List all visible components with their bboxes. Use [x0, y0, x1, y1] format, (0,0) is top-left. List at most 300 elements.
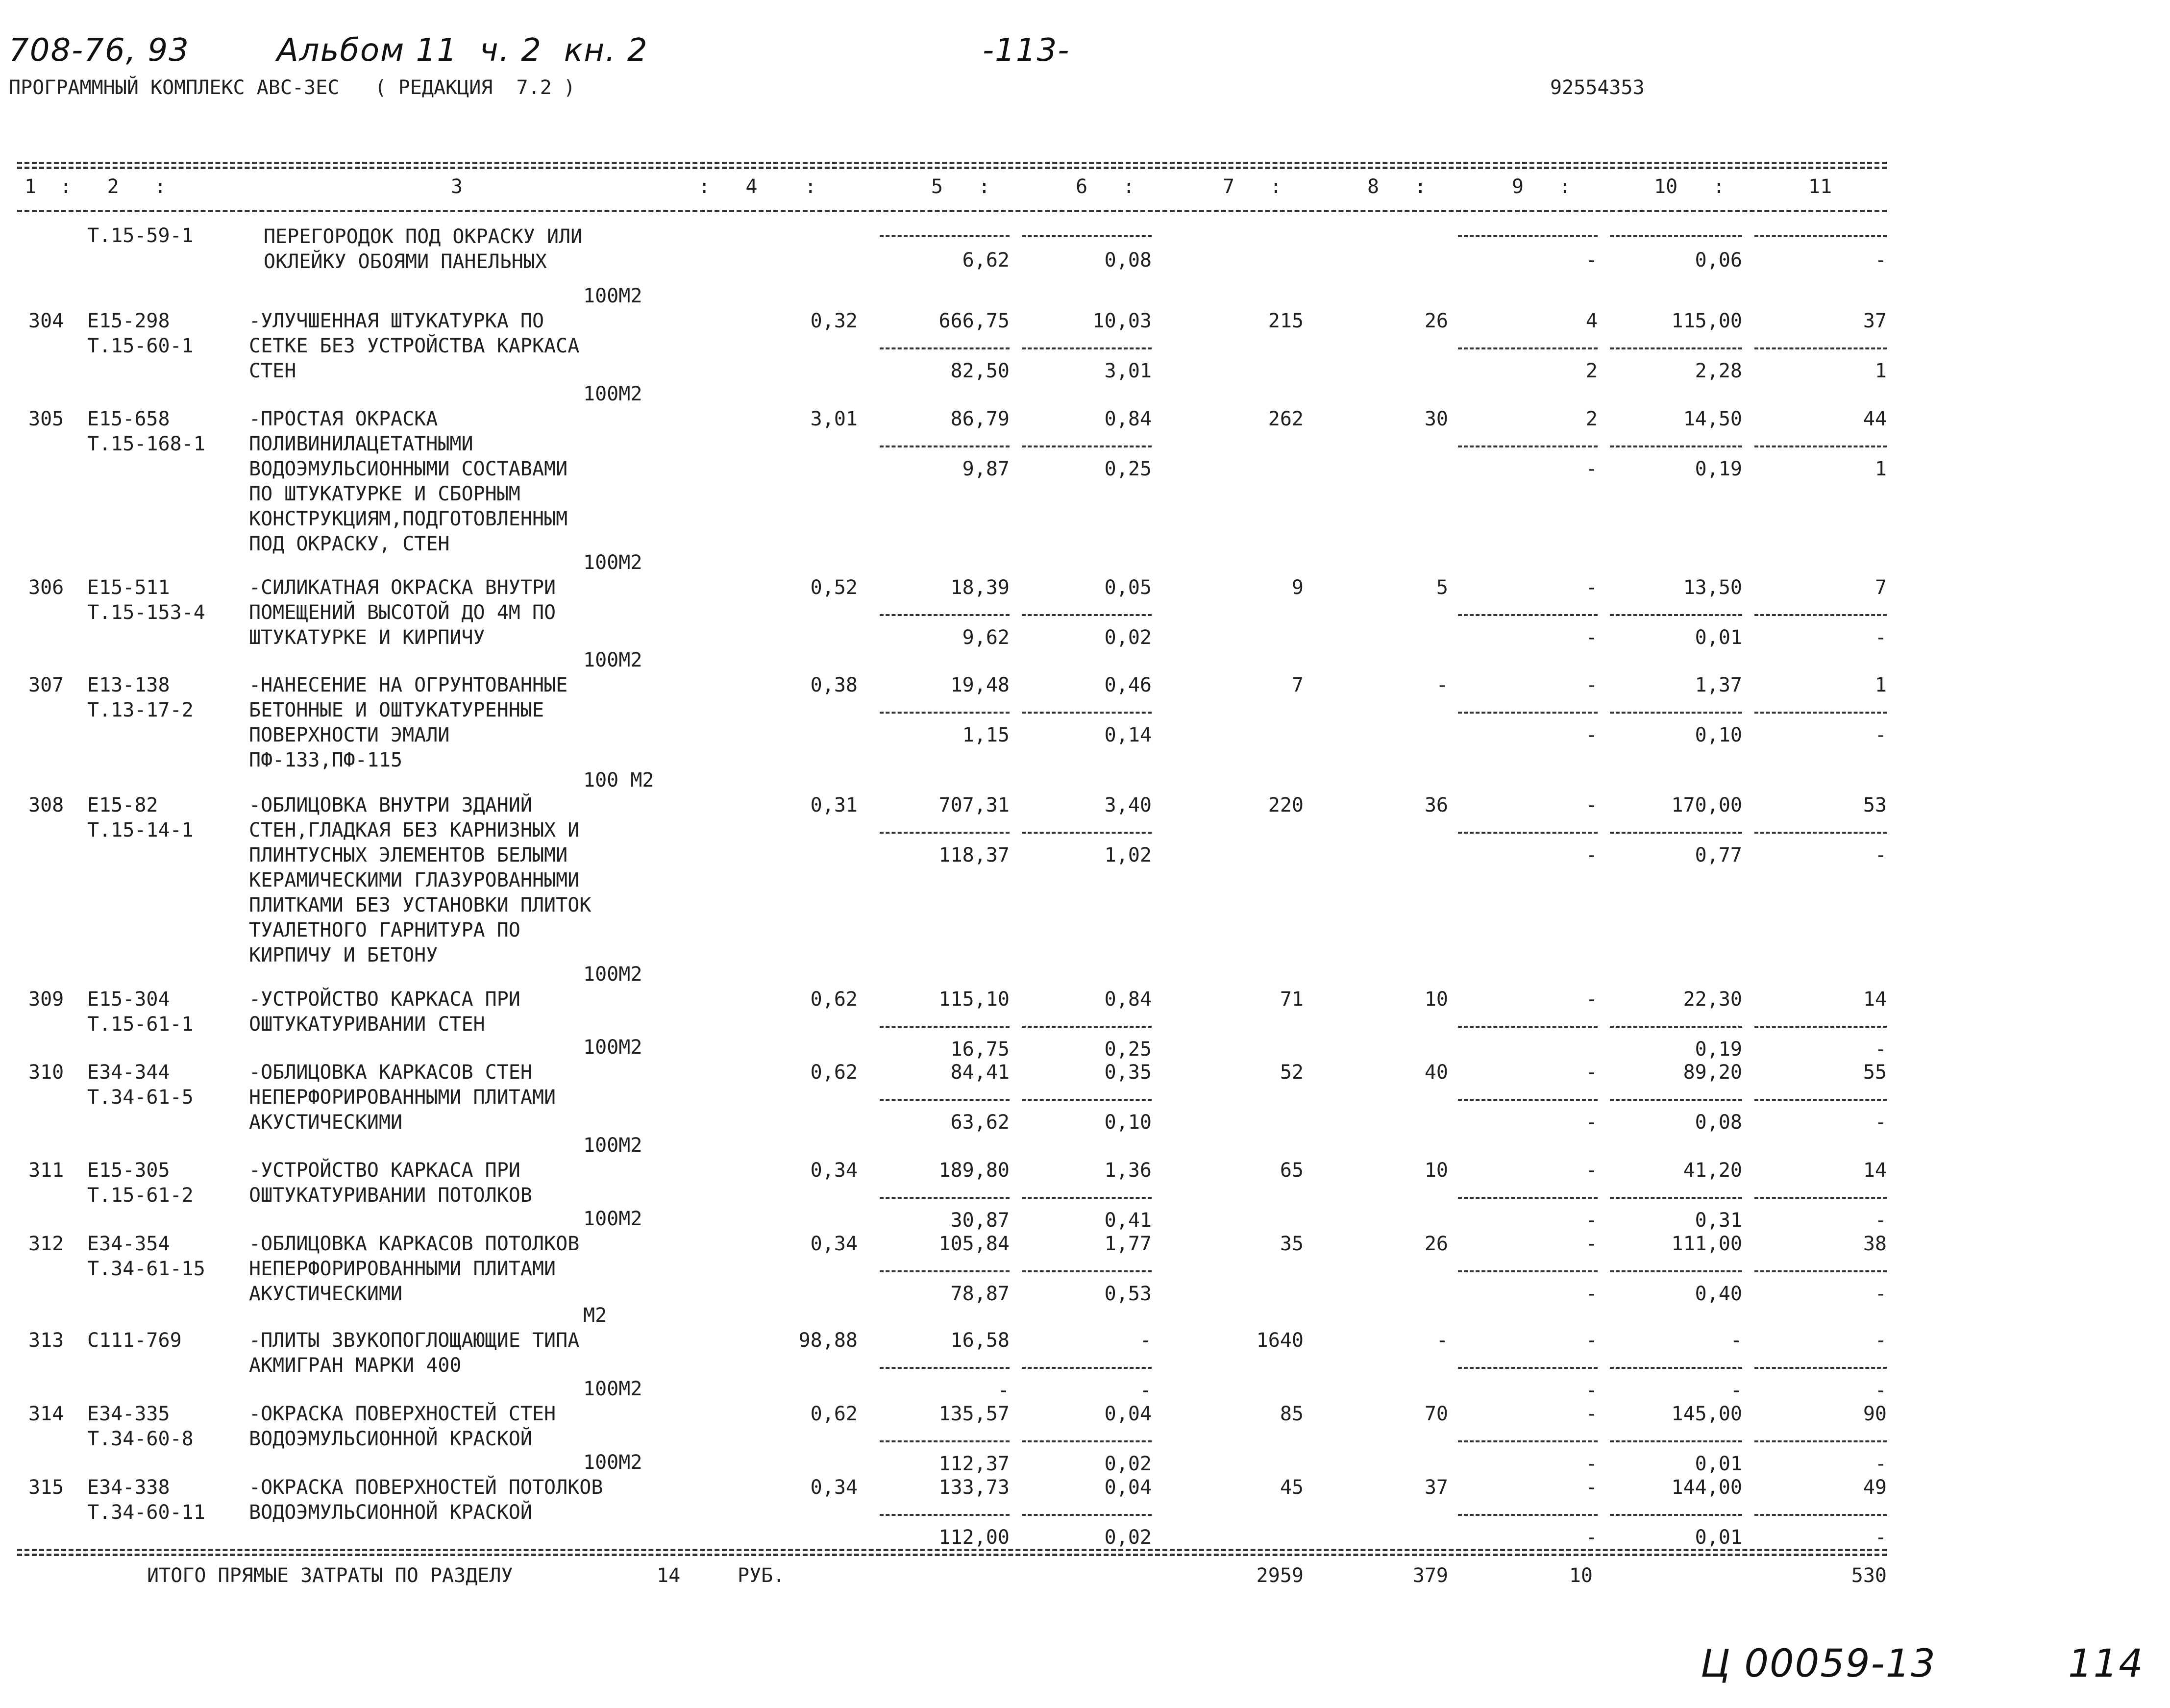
c5a: 133,73 [938, 1476, 1010, 1499]
desc-line: -УЛУЧШЕННАЯ ШТУКАТУРКА ПО [249, 310, 544, 332]
c5a: 666,75 [938, 310, 1010, 332]
c6b: 0,10 [1104, 1111, 1152, 1134]
c7: 45 [1280, 1476, 1304, 1499]
sub-rule [1754, 347, 1887, 349]
row-number: 309 [28, 988, 64, 1011]
total-top-rule [17, 1549, 1887, 1551]
c6a: 0,46 [1104, 674, 1152, 696]
desc-line: ПОВЕРХНОСТИ ЭМАЛИ [249, 724, 450, 746]
estimate-code-secondary: Т.15-61-2 [87, 1184, 194, 1207]
sub-rule [1458, 1270, 1598, 1272]
sub-rule [1610, 832, 1742, 834]
c9a: 4 [1585, 310, 1598, 332]
c5b: 112,37 [938, 1453, 1010, 1475]
c5b: 1,15 [962, 724, 1010, 746]
desc-line: -ОБЛИЦОВКА КАРКАСОВ СТЕН [249, 1061, 532, 1084]
unit-label: 100М2 [583, 285, 642, 307]
c5a: 707,31 [938, 794, 1010, 817]
sub-rule [1022, 1197, 1152, 1199]
sub-rule [1754, 1099, 1887, 1101]
desc-line: ПО ШТУКАТУРКЕ И СБОРНЫМ [249, 483, 520, 505]
c10a: 115,00 [1671, 310, 1742, 332]
sub-rule [1610, 1440, 1742, 1442]
c4: 0,34 [810, 1476, 858, 1499]
c10b: 0,31 [1695, 1209, 1742, 1232]
c9a: - [1585, 674, 1598, 696]
desc-line: АКУСТИЧЕСКИМИ [249, 1111, 403, 1134]
c11b: - [1874, 844, 1887, 866]
sub-rule [1610, 446, 1742, 447]
total-label: ИТОГО ПРЯМЫЕ ЗАТРАТЫ ПО РАЗДЕЛУ [147, 1564, 513, 1587]
sub-rule [1022, 832, 1152, 834]
sub-rule [1610, 614, 1742, 616]
row-number: 311 [28, 1159, 64, 1182]
estimate-code-secondary: Т.34-60-8 [87, 1428, 194, 1450]
total-section: 14 [657, 1564, 681, 1587]
sub-rule [880, 1270, 1010, 1272]
c5a: 18,39 [950, 576, 1010, 599]
c6b: 1,02 [1104, 844, 1152, 866]
desc-line: ВОДОЭМУЛЬСИОННОЙ КРАСКОЙ [249, 1501, 532, 1524]
total-currency: РУБ. [738, 1564, 785, 1587]
c4: 0,31 [810, 794, 858, 817]
row-number: 305 [28, 408, 64, 430]
desc-line: ОШТУКАТУРИВАНИИ СТЕН [249, 1013, 485, 1036]
desc-line: ОКЛЕЙКУ ОБОЯМИ ПАНЕЛЬНЫХ [264, 250, 547, 273]
c5a: 189,80 [938, 1159, 1010, 1182]
program-title: ПРОГРАММНЫЙ КОМПЛЕКС АВС-ЗЕС ( РЕДАКЦИЯ 7.2 ) [9, 76, 575, 99]
sub-rule [880, 1367, 1010, 1369]
c7: 220 [1268, 794, 1304, 817]
c6b: 0,25 [1104, 1038, 1152, 1061]
c4: 98,88 [798, 1329, 858, 1352]
c7: 52 [1280, 1061, 1304, 1084]
c5a: 19,48 [950, 674, 1010, 696]
c11a: 37 [1863, 310, 1887, 332]
c11b: - [1874, 724, 1887, 746]
sub-rule [1458, 614, 1598, 616]
c10a: 89,20 [1683, 1061, 1742, 1084]
col-10: 10 : [1654, 175, 1725, 198]
c8: 37 [1424, 1476, 1448, 1499]
c5a: 86,79 [950, 408, 1010, 430]
c11a: 53 [1863, 794, 1887, 817]
c5b: 78,87 [950, 1283, 1010, 1305]
c9b: - [1585, 1209, 1598, 1232]
c5b: 9,62 [962, 626, 1010, 649]
c6b: 3,01 [1104, 360, 1152, 382]
col-3: 3 [451, 175, 463, 198]
desc-line: БЕТОННЫЕ И ОШТУКАТУРЕННЫЕ [249, 699, 544, 721]
c11a: 90 [1863, 1403, 1887, 1425]
c9b: - [1585, 1283, 1598, 1305]
c7: 71 [1280, 988, 1304, 1011]
c8: 40 [1424, 1061, 1448, 1084]
c6a: 0,84 [1104, 408, 1152, 430]
sub-rule [1610, 1270, 1742, 1272]
document-code: 708-76, 93 [9, 32, 190, 69]
c10b: 0,08 [1695, 1111, 1742, 1134]
sub-rule [1754, 712, 1887, 714]
col-4: : 4 : [698, 175, 816, 198]
c11a: 1 [1874, 674, 1887, 696]
c6a: 0,04 [1104, 1403, 1152, 1425]
c11b: - [1874, 1526, 1887, 1549]
c4: 3,01 [810, 408, 858, 430]
desc-line: СТЕН,ГЛАДКАЯ БЕЗ КАРНИЗНЫХ И [249, 819, 580, 842]
sub-rule [880, 1026, 1010, 1028]
c9a: 2 [1585, 408, 1598, 430]
c11a: 38 [1863, 1233, 1887, 1255]
c6a: 1,77 [1104, 1233, 1152, 1255]
c5a: 16,58 [950, 1329, 1010, 1352]
sub-rule [1022, 712, 1152, 714]
c11b: - [1874, 1283, 1887, 1305]
desc-line: ПОЛИВИНИЛАЦЕТАТНЫМИ [249, 433, 473, 455]
c11b: 1 [1874, 360, 1887, 382]
c6a: - [1139, 1329, 1152, 1352]
unit-label: 100М2 [583, 1134, 642, 1157]
unit-label: М2 [583, 1304, 607, 1327]
desc-line: НЕПЕРФОРИРОВАННЫМИ ПЛИТАМИ [249, 1086, 556, 1109]
c5a: 135,57 [938, 1403, 1010, 1425]
desc-line: АКУСТИЧЕСКИМИ [249, 1283, 403, 1305]
c7: 1640 [1256, 1329, 1304, 1352]
sub-rule [1754, 1514, 1887, 1516]
unit-label: 100М2 [583, 383, 642, 405]
estimate-code-secondary: Т.15-14-1 [87, 819, 194, 842]
c10a: 14,50 [1683, 408, 1742, 430]
c4: 0,62 [810, 1061, 858, 1084]
estimate-code-secondary: Т.15-153-4 [87, 601, 205, 624]
c9b: 2 [1585, 360, 1598, 382]
c4: 0,62 [810, 988, 858, 1011]
estimate-code: Е15-658 [87, 408, 170, 430]
c10b: 0,01 [1695, 1526, 1742, 1549]
c8: - [1436, 1329, 1448, 1352]
row-number: 313 [28, 1329, 64, 1352]
c7: 215 [1268, 310, 1304, 332]
estimate-code: Е15-304 [87, 988, 170, 1011]
unit-label: 100М2 [583, 963, 642, 986]
c5b: 6,62 [962, 249, 1010, 272]
c10a: 111,00 [1671, 1233, 1742, 1255]
c7: 35 [1280, 1233, 1304, 1255]
sub-rule [1458, 712, 1598, 714]
page-number: -113- [983, 32, 1070, 69]
unit-label: 100М2 [583, 649, 642, 671]
desc-line: ПЛИТКАМИ БЕЗ УСТАНОВКИ ПЛИТОК [249, 894, 592, 916]
unit-label: 100М2 [583, 1378, 642, 1400]
c10b: 0,19 [1695, 458, 1742, 480]
c11b: - [1874, 1111, 1887, 1134]
desc-line: -ОБЛИЦОВКА ВНУТРИ ЗДАНИЙ [249, 794, 532, 817]
sub-rule [880, 712, 1010, 714]
c8: 36 [1424, 794, 1448, 817]
desc-line: -УСТРОЙСТВО КАРКАСА ПРИ [249, 988, 520, 1011]
row-number: 304 [28, 310, 64, 332]
c5b: 9,87 [962, 458, 1010, 480]
sub-rule [1610, 347, 1742, 349]
estimate-code-secondary: Т.34-60-11 [87, 1501, 205, 1524]
c6a: 1,36 [1104, 1159, 1152, 1182]
estimate-code: Е34-335 [87, 1403, 170, 1425]
sub-rule [1754, 614, 1887, 616]
estimate-code: Е13-138 [87, 674, 170, 696]
header-top-rule-2 [17, 167, 1887, 169]
c6b: 0,53 [1104, 1283, 1152, 1305]
c11b: - [1874, 1379, 1887, 1402]
c6b: - [1139, 1379, 1152, 1402]
c8: 30 [1424, 408, 1448, 430]
desc-line: ПЕРЕГОРОДОК ПОД ОКРАСКУ ИЛИ [264, 225, 583, 248]
c4: 0,38 [810, 674, 858, 696]
header-top-rule [17, 162, 1887, 164]
sub-rule [1610, 1514, 1742, 1516]
c8: 70 [1424, 1403, 1448, 1425]
c10b: 0,40 [1695, 1283, 1742, 1305]
c9a: - [1585, 1061, 1598, 1084]
sub-rule [1022, 1367, 1152, 1369]
c5b: 16,75 [950, 1038, 1010, 1061]
c6a: 3,40 [1104, 794, 1152, 817]
desc-line: ТУАЛЕТНОГО ГАРНИТУРА ПО [249, 919, 520, 941]
document-number: 92554353 [1550, 76, 1645, 99]
desc-line: -ОКРАСКА ПОВЕРХНОСТЕЙ СТЕН [249, 1403, 556, 1425]
c6b: 0,02 [1104, 626, 1152, 649]
total-top-rule-2 [17, 1554, 1887, 1556]
sub-rule [1610, 712, 1742, 714]
c11a: 44 [1863, 408, 1887, 430]
desc-line: КЕРАМИЧЕСКИМИ ГЛАЗУРОВАННЫМИ [249, 869, 580, 891]
c9a: - [1585, 1476, 1598, 1499]
sub-rule [1458, 832, 1598, 834]
sub-rule [880, 1099, 1010, 1101]
desc-line: НЕПЕРФОРИРОВАННЫМИ ПЛИТАМИ [249, 1258, 556, 1280]
sub-rule [1458, 347, 1598, 349]
c11b: - [1874, 1209, 1887, 1232]
c6b: 0,25 [1104, 458, 1152, 480]
desc-line: -НАНЕСЕНИЕ НА ОГРУНТОВАННЫЕ [249, 674, 568, 696]
c10a: 41,20 [1683, 1159, 1742, 1182]
sub-rule [1754, 832, 1887, 834]
sub-rule [1754, 1197, 1887, 1199]
estimate-code: Е15-298 [87, 310, 170, 332]
c10b: - [1730, 1379, 1742, 1402]
work-description [264, 224, 582, 274]
sub-rule [1754, 1026, 1887, 1028]
estimate-code: Е15-511 [87, 576, 170, 599]
c6b: 0,41 [1104, 1209, 1152, 1232]
c9a: - [1585, 1403, 1598, 1425]
c5a: 115,10 [938, 988, 1010, 1011]
c6a: 0,35 [1104, 1061, 1152, 1084]
c8: 26 [1424, 1233, 1448, 1255]
c10b: 0,77 [1695, 844, 1742, 866]
c5b: 30,87 [950, 1209, 1010, 1232]
desc-line: СТЕН [249, 360, 296, 382]
estimate-code: Е34-344 [87, 1061, 170, 1084]
c9a: - [1585, 1233, 1598, 1255]
c9b: - [1585, 249, 1598, 272]
c10a: 1,37 [1695, 674, 1742, 696]
sub-rule [1754, 1367, 1887, 1369]
row-number: 307 [28, 674, 64, 696]
sub-rule [1754, 446, 1887, 447]
desc-line: ПОД ОКРАСКУ, СТЕН [249, 533, 450, 555]
sub-rule [1022, 1440, 1152, 1442]
c8: 5 [1436, 576, 1448, 599]
c9b: - [1585, 1111, 1598, 1134]
desc-line: -ОБЛИЦОВКА КАРКАСОВ ПОТОЛКОВ [249, 1233, 580, 1255]
estimate-code-secondary: Т.15-61-1 [87, 1013, 194, 1036]
c6a: 0,84 [1104, 988, 1152, 1011]
album-label: Альбом 11 ч. 2 кн. 2 [277, 32, 648, 69]
total-c7: 2959 [1256, 1564, 1304, 1587]
stamp-page: 114 [2068, 1642, 2144, 1686]
c11a: 7 [1874, 576, 1887, 599]
row-number: 310 [28, 1061, 64, 1084]
sub-rule [1022, 1026, 1152, 1028]
sub-rule [880, 1197, 1010, 1199]
sub-rule [1458, 446, 1598, 447]
estimate-code-secondary: Т.34-61-5 [87, 1086, 194, 1109]
row-number: 306 [28, 576, 64, 599]
c9b: - [1585, 458, 1598, 480]
estimate-code: Е15-82 [87, 794, 158, 817]
col-6: 6 : [1076, 175, 1135, 198]
unit-label: 100М2 [583, 551, 642, 574]
row-number: 314 [28, 1403, 64, 1425]
estimate-code: Е34-354 [87, 1233, 170, 1255]
c9a: - [1585, 988, 1598, 1011]
c6b: 0,08 [1104, 249, 1152, 272]
total-c9: 10 [1569, 1564, 1593, 1587]
total-c11: 530 [1851, 1564, 1887, 1587]
c6b: 0,02 [1104, 1453, 1152, 1475]
sub-rule [1610, 1099, 1742, 1101]
c7: 7 [1291, 674, 1304, 696]
sub-rule [1458, 1099, 1598, 1101]
sub-rule [880, 1440, 1010, 1442]
desc-line: ПЛИНТУСНЫХ ЭЛЕМЕНТОВ БЕЛЫМИ [249, 844, 568, 866]
c10b: 0,01 [1695, 626, 1742, 649]
c7: 85 [1280, 1403, 1304, 1425]
c10a: 22,30 [1683, 988, 1742, 1011]
desc-line: -ПРОСТАЯ ОКРАСКА [249, 408, 438, 430]
c6a: 0,05 [1104, 576, 1152, 599]
c11a: 49 [1863, 1476, 1887, 1499]
row-number: 312 [28, 1233, 64, 1255]
c8: - [1436, 674, 1448, 696]
sub-rule [1458, 1197, 1598, 1199]
c10b: 0,06 [1695, 249, 1742, 272]
sub-rule [880, 446, 1010, 447]
header-bottom-rule [17, 210, 1887, 212]
col-5: 5 : [931, 175, 990, 198]
estimate-code-secondary: Т.13-17-2 [87, 699, 194, 721]
desc-line: СЕТКЕ БЕЗ УСТРОЙСТВА КАРКАСА [249, 335, 580, 357]
c10b: 2,28 [1695, 360, 1742, 382]
c9a: - [1585, 1329, 1598, 1352]
desc-line: -УСТРОЙСТВО КАРКАСА ПРИ [249, 1159, 520, 1182]
c7: 9 [1291, 576, 1304, 599]
unit-label: 100 М2 [583, 769, 654, 792]
desc-line: КОНСТРУКЦИЯМ,ПОДГОТОВЛЕННЫМ [249, 508, 568, 530]
sub-rule [880, 347, 1010, 349]
sub-rule [1022, 446, 1152, 447]
c11a: - [1874, 1329, 1887, 1352]
c8: 10 [1424, 1159, 1448, 1182]
c6a: 0,04 [1104, 1476, 1152, 1499]
sub-rule [1022, 1514, 1152, 1516]
stamp-code: Ц 00059-13 [1701, 1642, 1936, 1686]
c11a: 55 [1863, 1061, 1887, 1084]
estimate-code: Е15-305 [87, 1159, 170, 1182]
desc-line: -ОКРАСКА ПОВЕРХНОСТЕЙ ПОТОЛКОВ [249, 1476, 603, 1499]
c11b: - [1874, 249, 1887, 272]
c9b: - [1585, 1526, 1598, 1549]
sub-rule [1610, 1026, 1742, 1028]
c6b: 0,14 [1104, 724, 1152, 746]
sub-rule [1610, 1367, 1742, 1369]
c5b: - [997, 1379, 1010, 1402]
c10a: 170,00 [1671, 794, 1742, 817]
c5b: 63,62 [950, 1111, 1010, 1134]
desc-line: -ПЛИТЫ ЗВУКОПОГЛОЩАЮЩИЕ ТИПА [249, 1329, 580, 1352]
desc-line: ОШТУКАТУРИВАНИИ ПОТОЛКОВ [249, 1184, 532, 1207]
col-11: 11 [1808, 175, 1832, 198]
c4: 0,52 [810, 576, 858, 599]
unit-label: 100М2 [583, 1208, 642, 1230]
sub-rule [1458, 1367, 1598, 1369]
sub-rule [1458, 1440, 1598, 1442]
unit-label: 100М2 [583, 1451, 642, 1474]
c5a: 105,84 [938, 1233, 1010, 1255]
desc-line: ПФ-133,ПФ-115 [249, 749, 403, 771]
col-1-2: 1 : 2 : [25, 175, 166, 198]
c9a: - [1585, 794, 1598, 817]
col-7: 7 : [1223, 175, 1282, 198]
c10a: 144,00 [1671, 1476, 1742, 1499]
c9b: - [1585, 1379, 1598, 1402]
col-8: 8 : [1367, 175, 1427, 198]
unit-label: 100М2 [583, 1036, 642, 1059]
c6b: 0,02 [1104, 1526, 1152, 1549]
sub-rule [880, 614, 1010, 616]
c10b: 0,10 [1695, 724, 1742, 746]
desc-line: ВОДОЭМУЛЬСИОННОЙ КРАСКОЙ [249, 1428, 532, 1450]
c10a: 13,50 [1683, 576, 1742, 599]
c9b: - [1585, 724, 1598, 746]
c5b: 112,00 [938, 1526, 1010, 1549]
desc-line: КИРПИЧУ И БЕТОНУ [249, 944, 438, 966]
sub-rule [1022, 1270, 1152, 1272]
col-9: 9 : [1512, 175, 1571, 198]
c10a: 145,00 [1671, 1403, 1742, 1425]
estimate-code-secondary: Т.15-168-1 [87, 433, 205, 455]
c7: 262 [1268, 408, 1304, 430]
c4: 0,34 [810, 1159, 858, 1182]
desc-line: ШТУКАТУРКЕ И КИРПИЧУ [249, 626, 485, 649]
c5b: 82,50 [950, 360, 1010, 382]
c9a: - [1585, 576, 1598, 599]
desc-line: ПОМЕЩЕНИЙ ВЫСОТОЙ ДО 4М ПО [249, 601, 556, 624]
c11b: 1 [1874, 458, 1887, 480]
c4: 0,62 [810, 1403, 858, 1425]
sub-rule [1022, 1099, 1152, 1101]
estimate-code-secondary: Т.34-61-15 [87, 1258, 205, 1280]
